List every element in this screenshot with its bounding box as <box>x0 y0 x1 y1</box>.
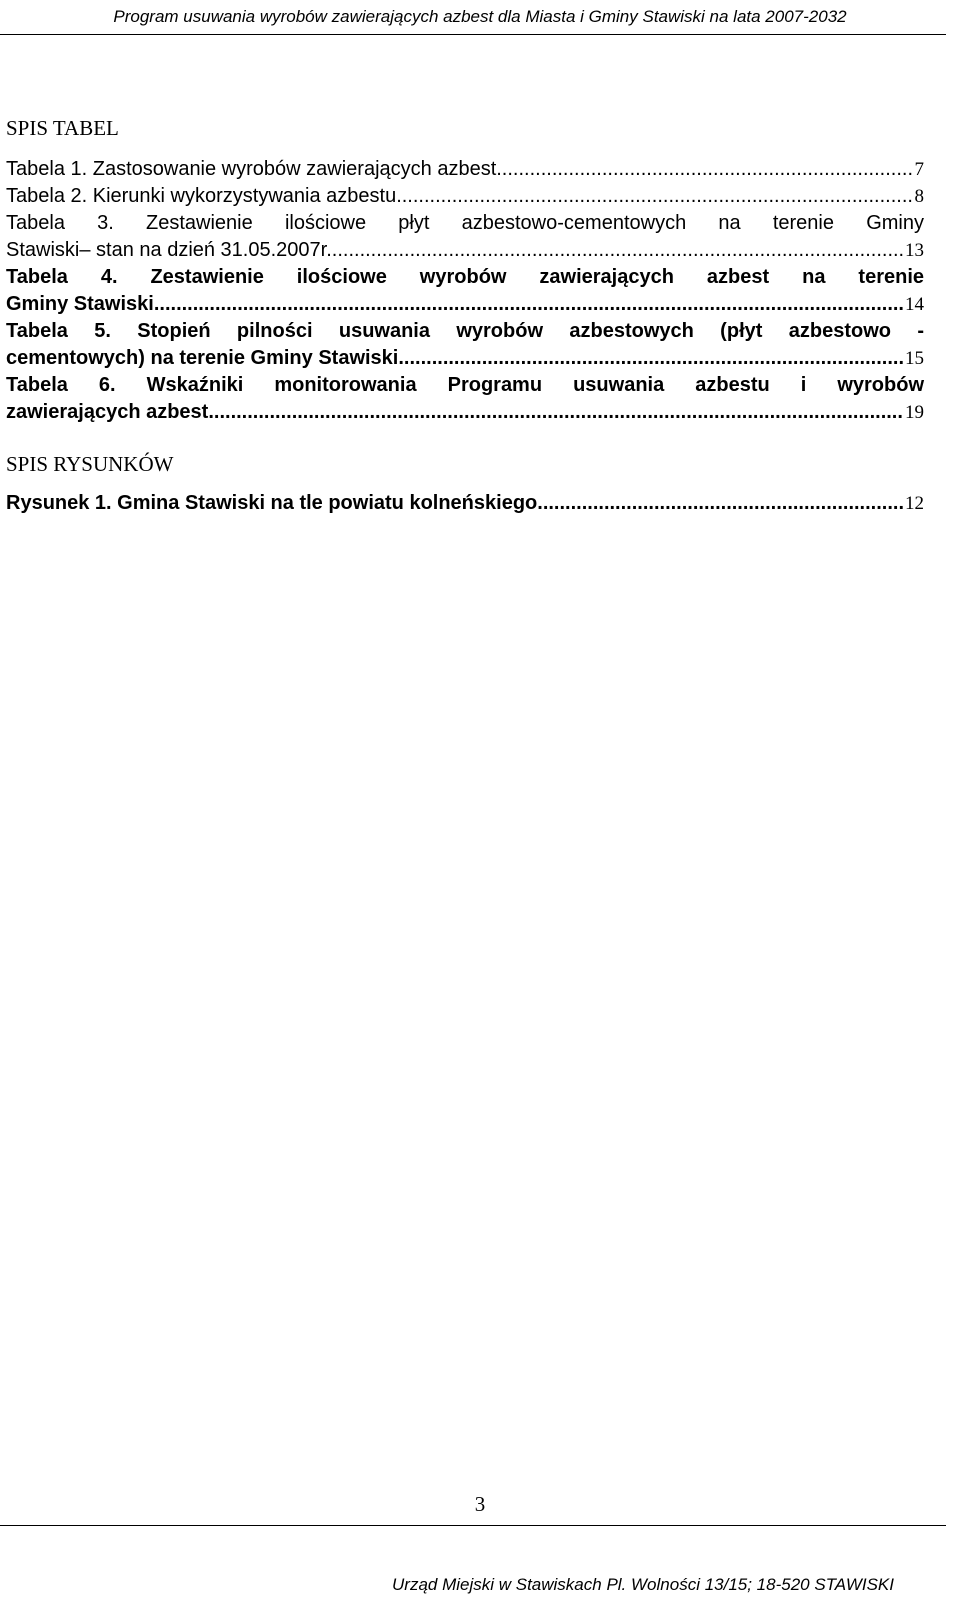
page-ref: 15 <box>905 348 924 369</box>
tables-heading: SPIS TABEL <box>6 116 119 140</box>
header-divider <box>0 34 946 35</box>
toc-entry-tabela-5[interactable]: Tabela 5. Stopień pilności usuwania wyrobów azbestowych (płyt azbestowo - cementowych) na terenie Gminy Stawiski ..... 15 <box>6 318 924 372</box>
toc-entry-tabela-2[interactable]: Tabela 2. Kierunki wykorzystywania azbestu ..... 8 <box>6 183 924 210</box>
footer-divider <box>0 1525 946 1526</box>
page-ref: 7 <box>914 159 924 180</box>
toc-entry-rysunek-1[interactable]: Rysunek 1. Gmina Stawiski na tle powiatu kolneńskiego ..... 12 <box>6 490 924 517</box>
toc-entry-tabela-6[interactable]: Tabela 6. Wskaźniki monitorowania Programu usuwania azbestu i wyrobów zawierających azbest ..... 19 <box>6 372 924 426</box>
figures-heading: SPIS RYSUNKÓW <box>6 452 174 476</box>
toc-entry-tabela-4[interactable]: Tabela 4. Zestawienie ilościowe wyrobów zawierających azbest na terenie Gminy Stawiski ..... 14 <box>6 264 924 318</box>
page-number: 3 <box>474 1492 486 1516</box>
toc-content <box>6 114 924 517</box>
running-footer: Urząd Miejski w Stawiskach Pl. Wolności 13/15; 18-520 STAWISKI <box>392 1575 894 1594</box>
page-ref: 8 <box>914 186 924 207</box>
running-header: Program usuwania wyrobów zawierających azbest dla Miasta i Gminy Stawiski na lata 2007-2032 <box>113 7 847 26</box>
toc-entry-tabela-1[interactable]: Tabela 1. Zastosowanie wyrobów zawierających azbest ..... 7 <box>6 156 924 183</box>
toc-entry-tabela-3[interactable]: Tabela 3. Zestawienie ilościowe płyt azbestowo-cementowych na terenie Gminy Stawiski– stan na dzień 31.05.2007r. ..... 13 <box>6 210 924 264</box>
page-ref: 12 <box>905 493 924 514</box>
page-ref: 13 <box>905 240 924 261</box>
page-ref: 14 <box>905 294 924 315</box>
page-ref: 19 <box>905 402 924 423</box>
